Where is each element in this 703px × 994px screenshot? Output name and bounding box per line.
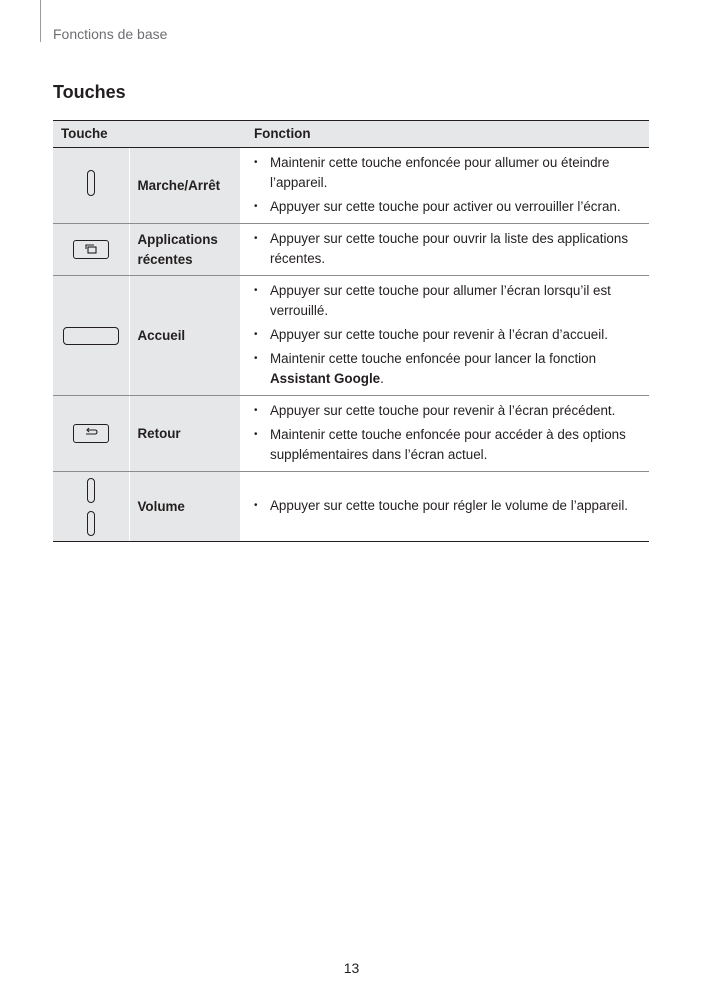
function-item xyxy=(254,349,641,389)
function-item: • Appuyer sur cette touche pour régler le volume de l’appareil. xyxy=(254,496,641,516)
key-function-cell xyxy=(240,276,649,396)
table-row xyxy=(53,224,649,276)
power-key-icon xyxy=(87,170,95,196)
column-header-key: Touche xyxy=(53,121,240,148)
function-text-suffix: . xyxy=(380,371,384,386)
function-item: • Maintenir cette touche enfoncée pour allumer ou éteindre l’appareil. xyxy=(254,153,641,193)
page-number: 13 xyxy=(343,960,360,976)
function-text: Maintenir cette touche enfoncée pour lancer la fonction xyxy=(270,351,597,366)
volume-down-key-icon xyxy=(87,511,95,536)
key-name: Marche/Arrêt xyxy=(129,148,240,224)
assistant-google-term: Assistant Google xyxy=(270,371,381,386)
function-item: • Appuyer sur cette touche pour allumer l’écran lorsqu’il est verrouillé. xyxy=(254,281,641,321)
section-title: Touches xyxy=(53,82,126,102)
key-function-cell xyxy=(240,224,649,276)
function-item: • Appuyer sur cette touche pour activer ou verrouiller l’écran. xyxy=(254,197,641,217)
function-item: • Appuyer sur cette touche pour revenir à l’écran d’accueil. xyxy=(254,325,641,345)
column-header-function: Fonction xyxy=(240,121,649,148)
volume-keys-icon xyxy=(87,478,95,536)
table-row xyxy=(53,276,649,396)
key-icon-cell xyxy=(53,396,129,472)
table-row xyxy=(53,472,649,542)
volume-up-key-icon xyxy=(87,478,95,503)
key-function-cell xyxy=(240,472,649,542)
function-item: • Appuyer sur cette touche pour revenir à l’écran précédent. xyxy=(254,401,641,421)
key-name: Retour xyxy=(129,396,240,472)
running-header: Fonctions de base xyxy=(53,26,168,42)
table-row xyxy=(53,148,649,224)
header-rule xyxy=(40,0,41,42)
key-icon-cell xyxy=(53,276,129,396)
key-icon-cell xyxy=(53,472,129,542)
key-name: Applications récentes xyxy=(129,224,240,276)
function-item: • Maintenir cette touche enfoncée pour accéder à des options supplémentaires dans l’écran actuel. xyxy=(254,425,641,465)
table-row xyxy=(53,396,649,472)
table-header-row xyxy=(53,121,649,148)
key-function-cell xyxy=(240,148,649,224)
key-function-cell xyxy=(240,396,649,472)
key-icon-cell xyxy=(53,148,129,224)
key-icon-cell xyxy=(53,224,129,276)
key-name: Volume xyxy=(129,472,240,542)
back-key-icon xyxy=(73,424,109,443)
key-name: Accueil xyxy=(129,276,240,396)
keys-table xyxy=(53,120,649,542)
function-item: • Appuyer sur cette touche pour ouvrir la liste des applications récentes. xyxy=(254,229,641,269)
recent-apps-key-icon xyxy=(73,240,109,259)
home-key-icon xyxy=(63,327,119,345)
